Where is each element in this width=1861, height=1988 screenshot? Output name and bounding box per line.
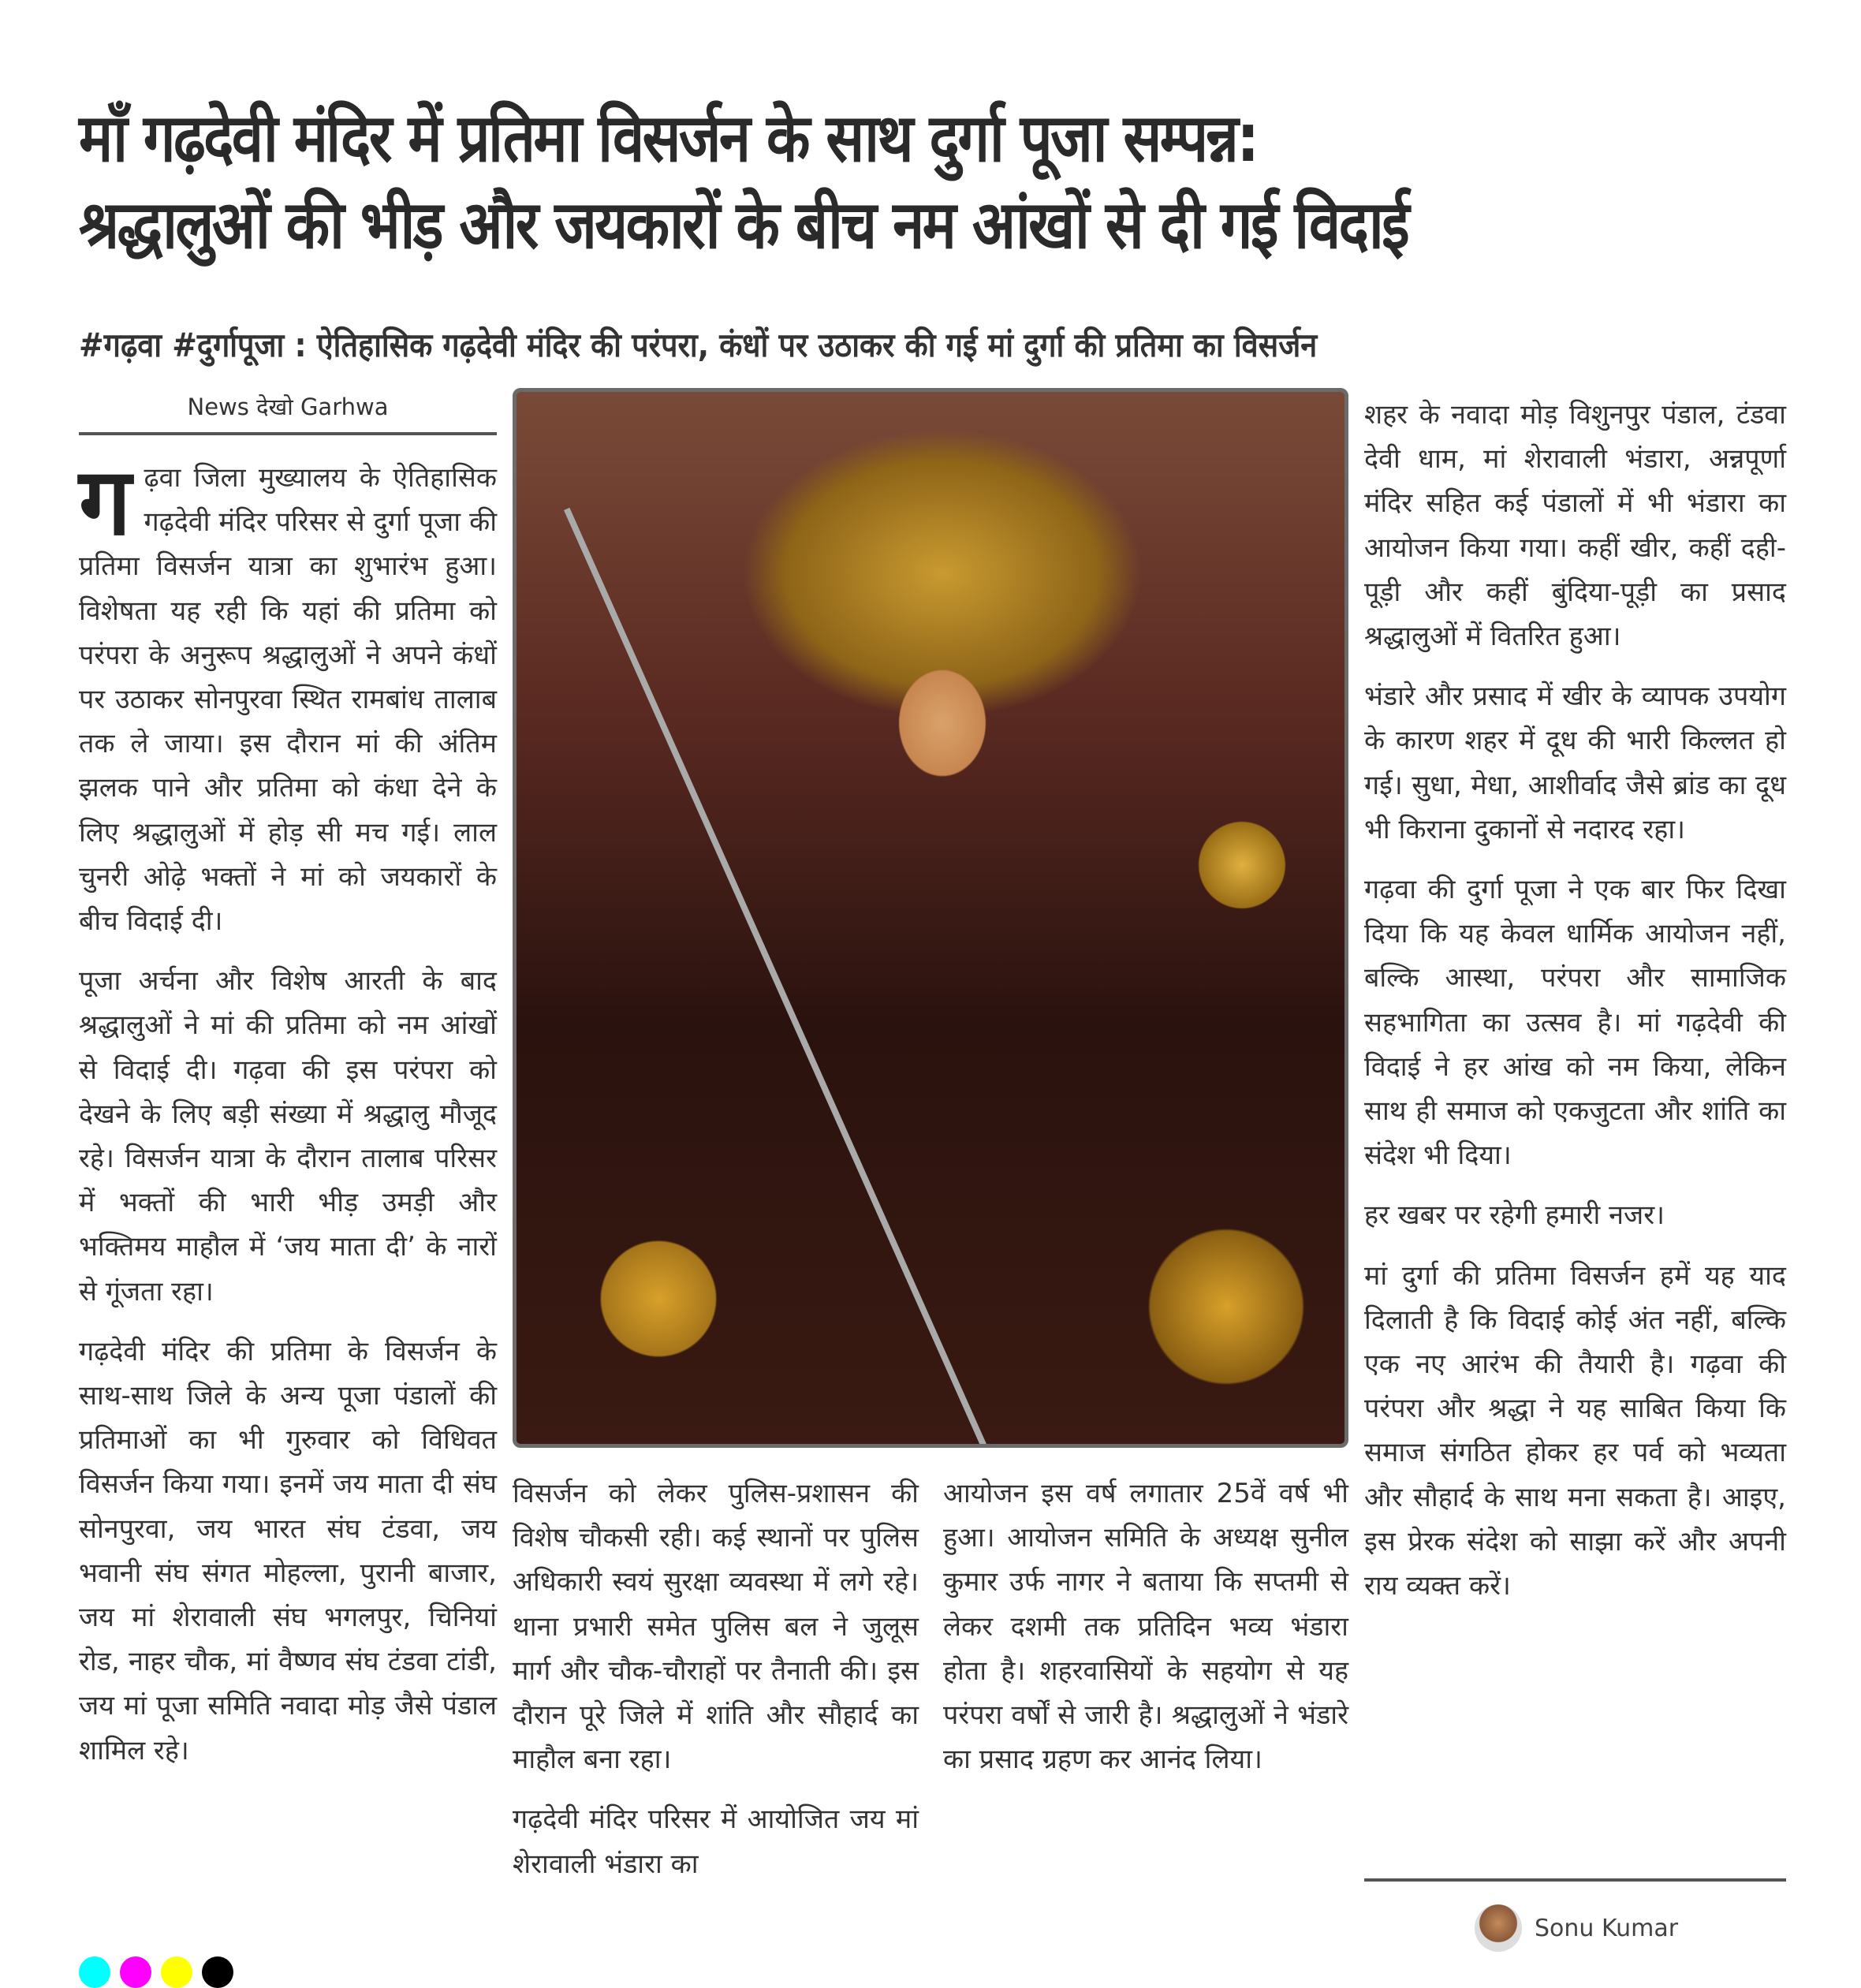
divider [1364,1878,1786,1882]
headline [79,95,1571,268]
column-1 [79,447,497,1788]
column-2 [513,1471,919,1902]
headline-line-1: माँ गढ़देवी मंदिर में प्रतिमा विसर्जन के साथ दुर्गा पूजा सम्पन्न: [79,99,1258,177]
paragraph: आयोजन इस वर्ष लगातार 25वें वर्ष भी हुआ। आयोजन समिति के अध्यक्ष सुनील कुमार उर्फ नागर ने बताया कि सप्तमी से लेकर दशमी तक प्रतिदिन भव्य भंडारा होता है। शहरवासियों के सहयोग से यह परंपरा वर्षों से जारी है। श्रद्धालुओं ने भंडारे का प्रसाद ग्रहण कर आनंद लिया। [943,1478,1348,1776]
paragraph: पूजा अर्चना और विशेष आरती के बाद श्रद्धालुओं ने मां की प्रतिमा को नम आंखों से विदाई दी। गढ़वा की इस परंपरा को देखने के लिए बड़ी संख्या में श्रद्धालु मौजूद रहे। विसर्जन यात्रा के दौरान तालाब परिसर में भक्तों की भारी भीड़ उमड़ी और भक्तिमय माहौल में ‘जय माता दी’ के नारों से गूंजता रहा। [79,965,497,1307]
yellow-dot [161,1956,192,1988]
paragraph: भंडारे और प्रसाद में खीर के व्यापक उपयोग के कारण शहर में दूध की भारी किल्लत हो गई। सुधा, मेधा, आशीर्वाद जैसे ब्रांड का दूध भी किराना दुकानों से नदारद रहा। [1364,681,1786,845]
magenta-dot [120,1956,151,1988]
author-byline [1475,1904,1678,1952]
black-dot [202,1956,233,1988]
cyan-dot [79,1956,110,1988]
paragraph: शहर के नवादा मोड़ विशुनपुर पंडाल, टंडवा देवी धाम, मां शेरावाली भंडारा, अन्नपूर्णा मंदिर सहित कई पंडालों में भी भंडारा का आयोजन किया गया। कहीं खीर, कहीं दही-पूड़ी और कहीं बुंदिया-पूड़ी का प्रसाद श्रद्धालुओं में वितरित हुआ। [1364,399,1786,653]
paragraph: गढ़वा की दुर्गा पूजा ने एक बार फिर दिखा दिया कि यह केवल धार्मिक आयोजन नहीं, बल्कि आस्था, परंपरा और सामाजिक सहभागिता का उत्सव है। मां गढ़देवी की विदाई ने हर आंख को नम किया, लेकिन साथ ही समाज को एकजुटता और शांति का संदेश भी दिया। [1364,874,1786,1172]
author-name: Sonu Kumar [1535,1914,1679,1942]
paragraph: गढ़देवी मंदिर परिसर में आयोजित जय मां शेरावाली भंडारा का [513,1803,919,1880]
dropcap: ग [79,447,132,556]
column-3 [943,1471,1348,1797]
news-source: News देखो Garhwa [187,393,389,420]
paragraph: ढ़वा जिला मुख्यालय के ऐतिहासिक गढ़देवी मंदिर परिसर से दुर्गा पूजा की प्रतिमा विसर्जन यात्रा का शुभारंभ हुआ। विशेषता यह रही कि यहां की प्रतिमा को परंपरा के अनुरूप श्रद्धालुओं ने अपने कंधों पर उठाकर सोनपुरवा स्थित रामबांध तालाब तक ले जाया। इस दौरान मां की अंतिम झलक पाने और प्रतिमा को कंधा देने के लिए श्रद्धालुओं में होड़ सी मच गई। लाल चुनरी ओढ़े भक्तों ने मां को जयकारों के बीच विदाई दी। [79,462,497,938]
avatar [1475,1904,1522,1952]
durga-idol-photo [513,388,1348,1448]
spear-detail [564,508,1050,1448]
paragraph: हर खबर पर रहेगी हमारी नजर। [1364,1199,1665,1232]
column-4 [1364,393,1786,1624]
cmyk-registration-marks [79,1956,233,1988]
paragraph: गढ़देवी मंदिर की प्रतिमा के विसर्जन के साथ-साथ जिले के अन्य पूजा पंडालों की प्रतिमाओं का भी गुरुवार को विधिवत विसर्जन किया गया। इनमें जय माता दी संघ सोनपुरवा, जय भारत संघ टंडवा, जय भवानी संघ संगत मोहल्ला, पुरानी बाजार, जय मां शेरावाली संघ भगलपुर, चिनियां रोड, नाहर चौक, मां वैष्णव संघ टंडवा टांडी, जय मां पूजा समिति नवादा मोड़ जैसे पंडाल शामिल रहे। [79,1335,497,1766]
paragraph: विसर्जन को लेकर पुलिस-प्रशासन की विशेष चौकसी रही। कई स्थानों पर पुलिस अधिकारी स्वयं सुरक्षा व्यवस्था में लगे रहे। थाना प्रभारी समेत पुलिस बल ने जुलूस मार्ग और चौक-चौराहों पर तैनाती की। इस दौरान पूरे जिले में शांति और सौहार्द का माहौल बना रहा। [513,1478,919,1776]
paragraph: मां दुर्गा की प्रतिमा विसर्जन हमें यह याद दिलाती है कि विदाई कोई अंत नहीं, बल्कि एक नए आरंभ की तैयारी है। गढ़वा की परंपरा और श्रद्धा ने यह साबित किया कि समाज संगठित होकर हर पर्व को भव्यता और सौहार्द के साथ मना सकता है। आइए, इस प्रेरक संदेश को साझा करें और अपनी राय व्यक्त करें। [1364,1259,1786,1602]
subheading: #गढ़वा #दुर्गापूजा : ऐतिहासिक गढ़देवी मंदिर की परंपरा, कंधों पर उठाकर की गई मां दुर्गा की प्रतिमा का विसर्जन [79,326,1318,364]
headline-line-2: श्रद्धालुओं की भीड़ और जयकारों के बीच नम आंखों से दी गई विदाई [79,186,1408,263]
divider [79,432,497,435]
